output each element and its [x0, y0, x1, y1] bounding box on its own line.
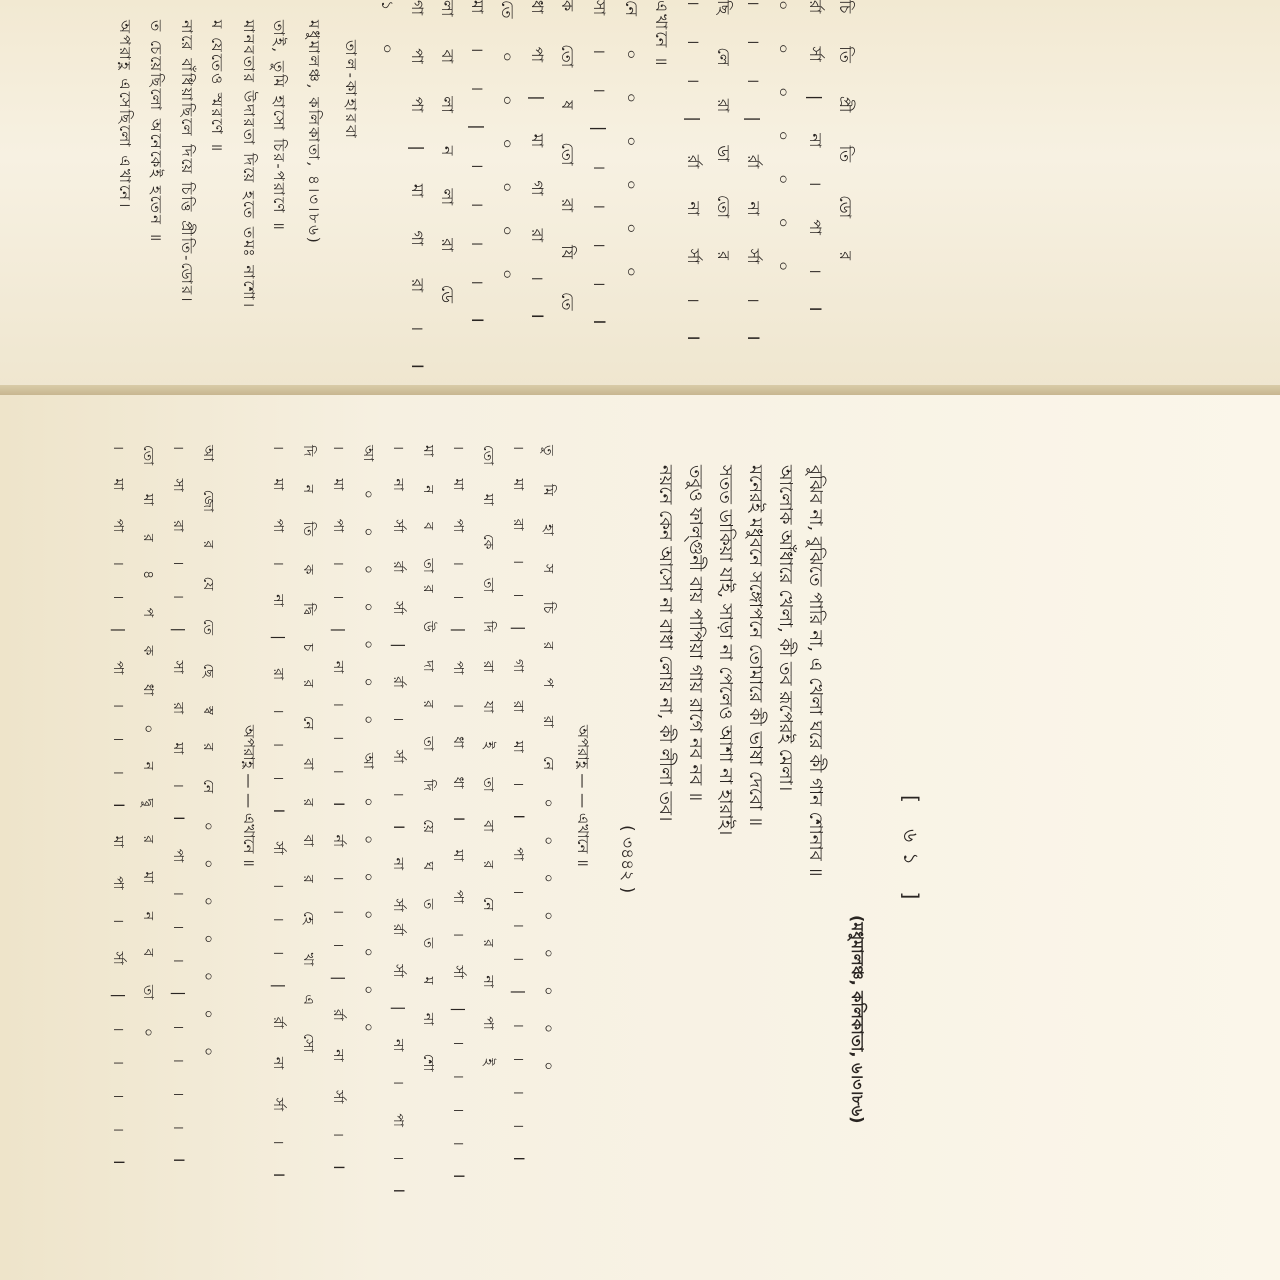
- notation-row: নে ০ ০ ০ ০ ০ ০: [622, 0, 641, 291]
- refrain-marker: অপরাহ্ণ — — এখানে ॥: [240, 725, 258, 867]
- notation-row: । মা পা । । | পা । । । I মা পা । র্সা | । । । । I: [110, 445, 126, 1177]
- notation-row: ক তো ষ তো রা যি তে: [558, 0, 577, 325]
- lyric-line: ম যেতেও স্মরণে ॥: [208, 20, 226, 154]
- notation-row: তো মা কে তা দি রা যা ই তা বা র নে র না পা ই: [480, 445, 496, 1078]
- notation-row: র্রা র্সা | না । পা । I: [806, 0, 825, 326]
- lyric-line: অপরাহ্ণ এসেছিলো এখানে।: [116, 20, 134, 210]
- right-page: [0, 395, 1280, 1280]
- lyric-line: তবুও ফাল্গুনী বায় পাপিয়া গায় রাগে নব নব ॥: [685, 465, 706, 802]
- notation-row: সা । । | । । । । I: [590, 0, 609, 339]
- notation-row: । মা পা । । | না । । । I র্না । । । | র্রা না র্সা । I: [330, 445, 346, 1182]
- notation-row: । না র্সা র্রা র্সা | র্রা । র্সা । I না র্সার্রা র্সা | না । পা । I: [390, 445, 406, 1205]
- lyric-line: আলোক আঁধারে খেলা, কী তব রূপেরই মেলা।: [775, 465, 796, 792]
- notation-row: আ জো র যে তে ছে স্ব র নে ০ ০ ০ ০ ০ ০ ০: [200, 445, 216, 1069]
- notation-row: ০ ০ ০ ০ ০ ০ ০: [774, 0, 793, 286]
- notation-row: তে ০ ০ ০ ০ ০ ০: [498, 0, 517, 294]
- left-page: [0, 0, 1280, 392]
- notation-row: তু মি হা স চি র প রা নে ০ ০ ০ ০ ০ ০ ০ ০: [540, 445, 556, 1083]
- notation-row: তো মা র ৪ প ক ধা ০ ন দ্বু র মা ন ব তা ০: [140, 445, 156, 1049]
- notation-row: চি তি প্রী তি ডো র: [836, 0, 855, 275]
- refrain-marker: অপরাহ্ণ — — এখানে ॥: [574, 725, 592, 867]
- lyric-line: সতত ডাকিয়া যাই, সাড়া না পেলেও আশা না হারাই।: [715, 465, 736, 836]
- notation-row: । মা পা । । | পা । ধা ধা I মা পা । র্সা | । । । । I: [450, 445, 466, 1191]
- notation-row: ১ ০: [378, 0, 397, 68]
- lyric-line: নারে বাঁধিয়াছিলে দিয়ে চিত্তি প্রীতি-ডোর।: [178, 20, 196, 304]
- song-number: ( ৩৪৪২ ): [617, 825, 637, 894]
- lyric-line: মানবতার উদারতা দিয়ে হতে তমঃ নাশো।: [240, 20, 258, 310]
- page-number: [ ৬১ ]: [899, 795, 923, 910]
- lyric-line: তাই, তুমি হাসো চির-পরাণে ॥: [270, 20, 288, 232]
- notation-row: আ ০ ০ ০ ০ ০ ০ ০ আ ০ ০ ০ ০ ০ ০ ০: [360, 445, 376, 1044]
- notation-row: মা ন ব তার উ দা র তা দি য়ে ঘ ত ত ম না শো: [420, 445, 436, 1084]
- lyric-line: বুঝিব না, বুঝিতে পারি না, এ খেলা ঘরে কী গান শোনাব ॥: [805, 465, 826, 877]
- notation-row: । মা পা । না | রা । । । I র্সা । । । | র্রা না র্সা । I: [270, 445, 286, 1190]
- notation-row: । । । | র্রা না র্সা । I: [684, 0, 703, 355]
- lyric-line: ত চেয়েছিলো অনেকেই হতেন ॥: [147, 20, 165, 244]
- notation-row: ধা পা | মা গা রা । I: [528, 0, 547, 333]
- notation-row: ছি লে রা ডা তো র: [714, 0, 733, 274]
- notation-row: এখানে ॥: [652, 0, 671, 68]
- notation-row: । মা রা । । | গা রা মা । I পা । । । | । । । । I: [510, 445, 526, 1173]
- lyric-line: মধুমালঞ্চ, কলিকাতা, ৪।৩।৮৬): [305, 20, 323, 245]
- lyric-line: নয়নে কেন আসো না বাধা লোয় না, কী লীলা তব।: [655, 465, 676, 822]
- notation-row: মা । । | । । । । I: [468, 0, 487, 337]
- notation-row: দি ন তি ক দ্বি চ র নে বা র বা র হে খা এ সো: [300, 445, 316, 1065]
- notation-row: । সা রা । । | সা রা মা । I পা । । । | । । । । I: [170, 445, 186, 1175]
- notation-row: গা পা পা | মা গা রা । I: [408, 0, 427, 383]
- notation-row: লা বা লা ন লা রা ডে: [438, 0, 457, 318]
- lyric-line: মনেরই মধুবনে সঙ্গোপনে তোমারে কী ভাষা দেবো ॥: [745, 465, 766, 827]
- notation-row: । । । | র্রা না র্সা । I: [744, 0, 763, 355]
- notation-title: তাল-কাহারবা: [342, 40, 360, 141]
- colophon: (মধুমালঞ্চ, কলিকাতা, ৬।৩।৮৬): [848, 915, 867, 1124]
